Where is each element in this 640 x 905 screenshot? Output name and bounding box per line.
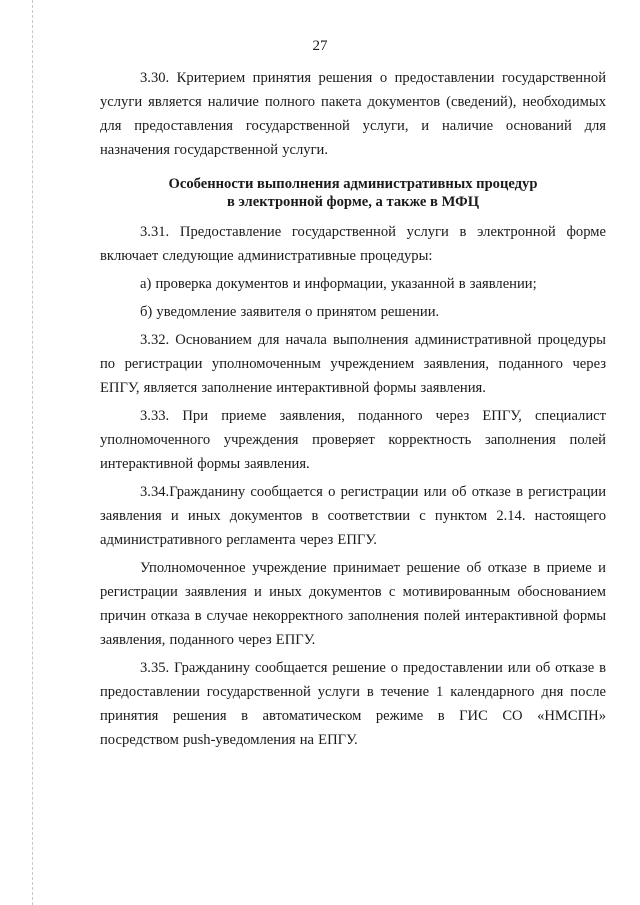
paragraph-3-33: 3.33. При приеме заявления, поданного через ЕПГУ, специалист уполномоченного учреждения проверяет корректность заполнения полей интерактивной формы заявления. [100,408,606,472]
paragraph-3-30: 3.30. Критерием принятия решения о предоставлении государственной услуги является наличие полного пакета документов (сведений), необходимых для предоставления государственной услуги, и наличие оснований для назначения государственной услуги. [100,70,606,158]
list-item-a: а) проверка документов и информации, указанной в заявлении; [140,276,537,292]
paragraph-refusal: Уполномоченное учреждение принимает решение об отказе в приеме и регистрации заявления и иных документов с мотивированным обоснованием причин отказа в случае некорректного заполнения полей интерактивной формы заявления, поданного через ЕПГУ. [100,560,606,648]
list-item-b: б) уведомление заявителя о принятом решении. [140,304,440,320]
scan-margin-line [32,0,33,905]
page-number: 27 [312,38,328,54]
paragraph-3-32: 3.32. Основанием для начала выполнения административной процедуры по регистрации уполномоченным учреждением заявления, поданного через ЕПГУ, является заполнение интерактивной формы заявления. [100,332,606,396]
paragraph-3-34: 3.34.Гражданину сообщается о регистрации или об отказе в регистрации заявления и иных документов в соответствии с пунктом 2.14. настоящего административного регламента через ЕПГУ. [100,484,606,548]
document-body [100,66,606,752]
section-heading [100,175,606,211]
section-heading-line-2: в электронной форме, а также в МФЦ [226,194,480,210]
paragraph-3-31: 3.31. Предоставление государственной услуги в электронной форме включает следующие административные процедуры: [100,224,606,264]
section-heading-line-1: Особенности выполнения административных процедур [168,176,538,192]
paragraph-3-35: 3.35. Гражданину сообщается решение о предоставлении или об отказе в предоставлении государственной услуги в течение 1 календарного дня после принятия решения в автоматическом режиме в ГИС СО «НМСПН» посредством push-уведомления на ЕПГУ. [100,660,606,748]
